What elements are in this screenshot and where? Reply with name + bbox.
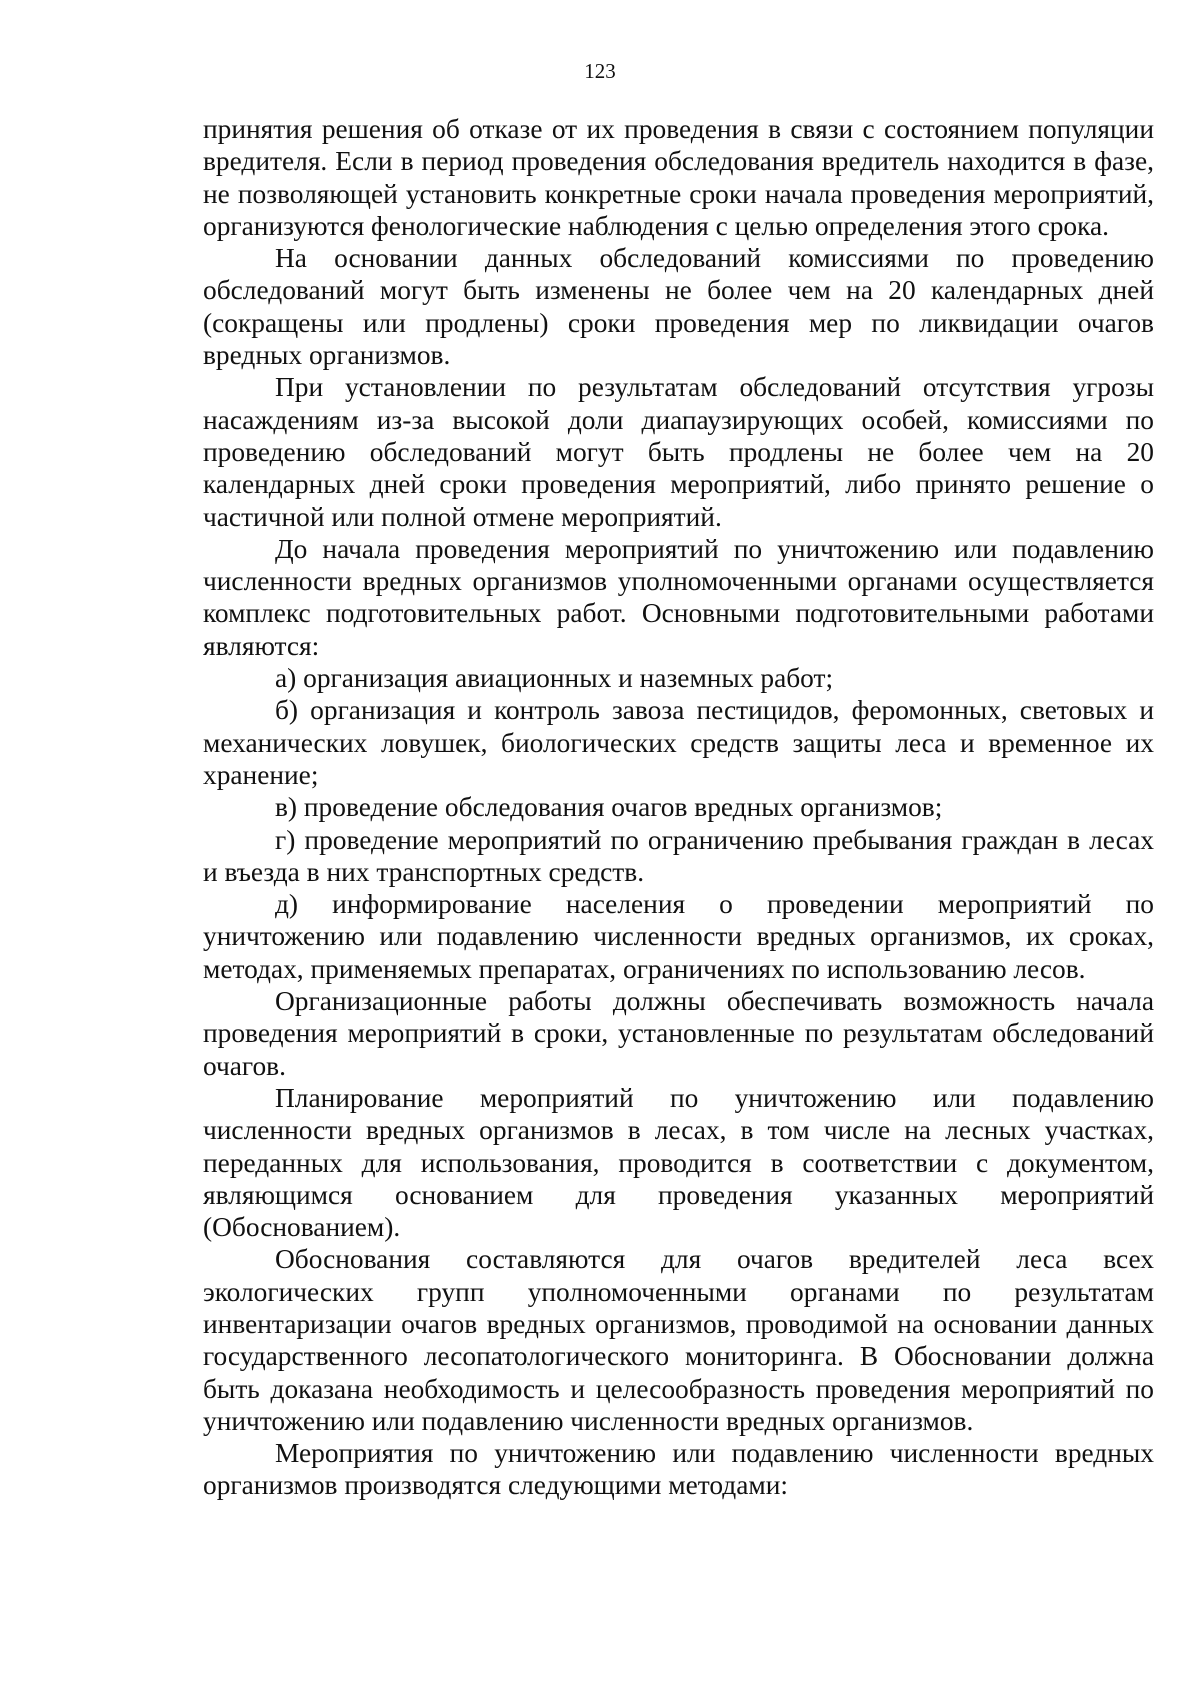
list-item: г) проведение мероприятий по ограничению пребывания граждан в лесах и въезда в них транспортных средств.: [203, 824, 1154, 887]
list-item: в) проведение обследования очагов вредных организмов;: [275, 792, 943, 823]
paragraph: Мероприятия по уничтожению или подавлению численности вредных организмов производятся следующими методами:: [203, 1438, 1154, 1501]
paragraph: Обоснования составляются для очагов вредителей леса всех экологических групп уполномоченными органами по результатам инвентаризации очагов вредных организмов, проводимой на основании данных государственного лесопатологического мониторинга. В Обосновании должна быть доказана необходимость и целесообразность проведения мероприятий по уничтожению или подавлению численности вредных организмов.: [203, 1244, 1154, 1436]
list-item: д) информирование населения о проведении мероприятий по уничтожению или подавлению численности вредных организмов, их сроках, методах, применяемых препаратах, ограничениях по использованию лесов.: [203, 889, 1154, 984]
paragraph: До начала проведения мероприятий по уничтожению или подавлению численности вредных организмов уполномоченными органами осуществляется комплекс подготовительных работ. Основными подготовительными работами являются:: [203, 533, 1154, 661]
page-number: 123: [584, 59, 616, 83]
paragraph: На основании данных обследований комиссиями по проведению обследований могут быть изменены не более чем на 20 календарных дней (сокращены или продлены) сроки проведения мер по ликвидации очагов вредных организмов.: [203, 243, 1154, 371]
list-item: а) организация авиационных и наземных работ;: [275, 663, 834, 694]
document-body: [203, 113, 1154, 1502]
paragraph: Планирование мероприятий по уничтожению или подавлению численности вредных организмов в лесах, в том числе на лесных участках, переданных для использования, проводится в соответствии с документом, являющимся основанием для проведения указанных мероприятий (Обоснованием).: [203, 1082, 1154, 1243]
paragraph: принятия решения об отказе от их проведения в связи с состоянием популяции вредителя. Если в период проведения обследования вредитель находится в фазе, не позволяющей установить конкретные сроки начала проведения мероприятий, организуются фенологические наблюдения с целью определения этого срока.: [203, 114, 1154, 241]
paragraph: Организационные работы должны обеспечивать возможность начала проведения мероприятий в сроки, установленные по результатам обследований очагов.: [203, 986, 1154, 1081]
list-item: б) организация и контроль завоза пестицидов, феромонных, световых и механических ловушек, биологических средств защиты леса и временное их хранение;: [203, 695, 1154, 790]
paragraph: При установлении по результатам обследований отсутствия угрозы насаждениям из-за высокой доли диапаузирующих особей, комиссиями по проведению обследований могут быть продлены не более чем на 20 календарных дней сроки проведения мероприятий, либо принято решение о частичной или полной отмене мероприятий.: [203, 372, 1154, 532]
